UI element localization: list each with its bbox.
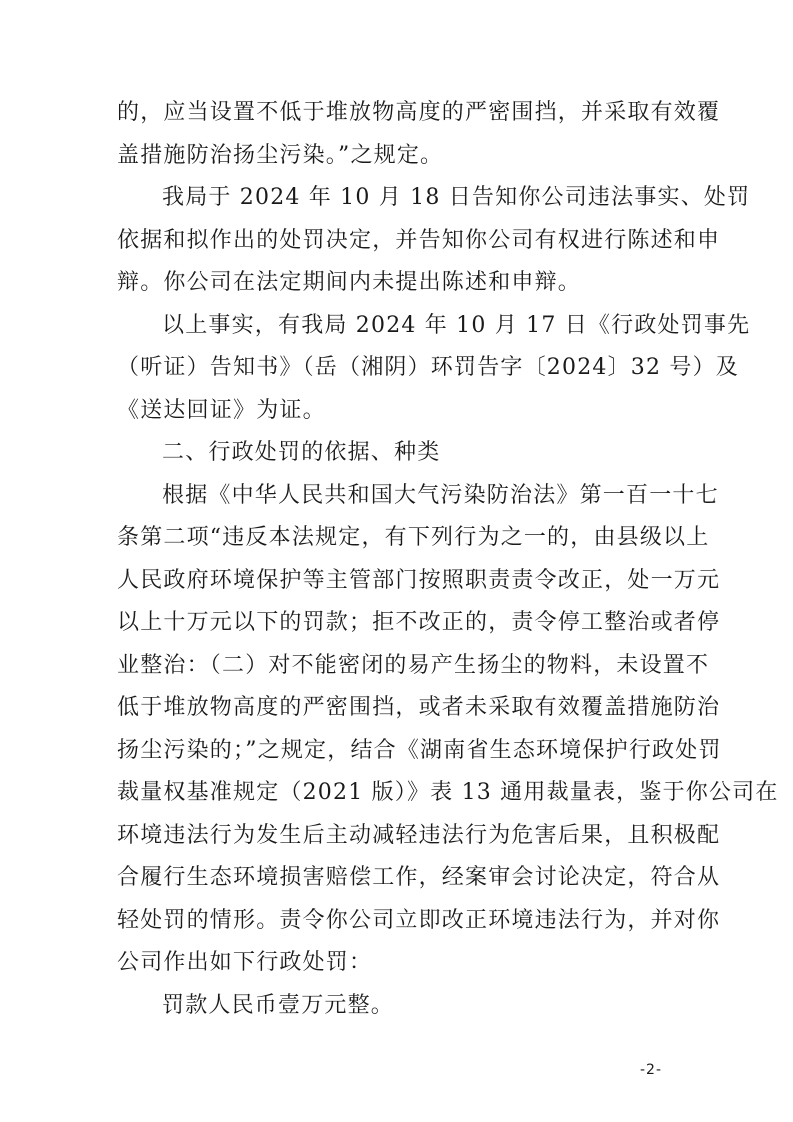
text-line: 人民政府环境保护等主管部门按照职责责令改正，处一万元 — [117, 567, 721, 593]
text-line: 轻处罚的情形。责令你公司立即改正环境违法行为，并对你 — [117, 907, 721, 933]
text-line: 裁量权基准规定（2021 版）》表 13 通用裁量表，鉴于你公司在 — [117, 780, 779, 805]
text-line: 依据和拟作出的处罚决定，并告知你公司有权进行陈述和申 — [117, 227, 721, 253]
text-line: 以上事实，有我局 2024 年 10 月 17 日《行政处罚事先 — [162, 312, 751, 338]
text-line: 盖措施防治扬尘污染。”之规定。 — [117, 142, 444, 168]
text-line: 辩。你公司在法定期间内未提出陈述和申辩。 — [117, 270, 582, 295]
text-line: 《送达回证》为证。 — [117, 397, 326, 423]
text-line: 低于堆放物高度的严密围挡，或者未采取有效覆盖措施防治 — [117, 695, 721, 720]
text-line: 合履行生态环境损害赔偿工作，经案审会讨论决定，符合从 — [117, 865, 721, 890]
text-line: 我局于 2024 年 10 月 18 日告知你公司违法事实、处罚 — [162, 185, 751, 210]
text-line: 扬尘污染的；”之规定，结合《湖南省生态环境保护行政处罚 — [117, 737, 722, 763]
text-line: 以上十万元以下的罚款；拒不改正的，责令停工整治或者停 — [117, 610, 721, 635]
section-heading: 二、行政处罚的依据、种类 — [162, 440, 441, 465]
text-line: 环境违法行为发生后主动减轻违法行为危害后果，且积极配 — [117, 822, 721, 848]
text-line: 罚款人民币壹万元整。 — [162, 992, 395, 1018]
text-line: （听证）告知书》（岳（湘阴）环罚告字〔2024〕32 号）及 — [117, 355, 739, 380]
text-line: 根据《中华人民共和国大气污染防治法》第一百一十七 — [162, 482, 719, 508]
text-line: 的，应当设置不低于堆放物高度的严密围挡，并采取有效覆 — [117, 100, 721, 125]
text-line: 业整治：（二）对不能密闭的易产生扬尘的物料，未设置不 — [117, 652, 710, 678]
text-line: 公司作出如下行政处罚： — [117, 950, 373, 975]
page-number: -2- — [640, 1062, 663, 1078]
text-line: 条第二项“违反本法规定，有下列行为之一的，由县级以上 — [117, 525, 710, 550]
